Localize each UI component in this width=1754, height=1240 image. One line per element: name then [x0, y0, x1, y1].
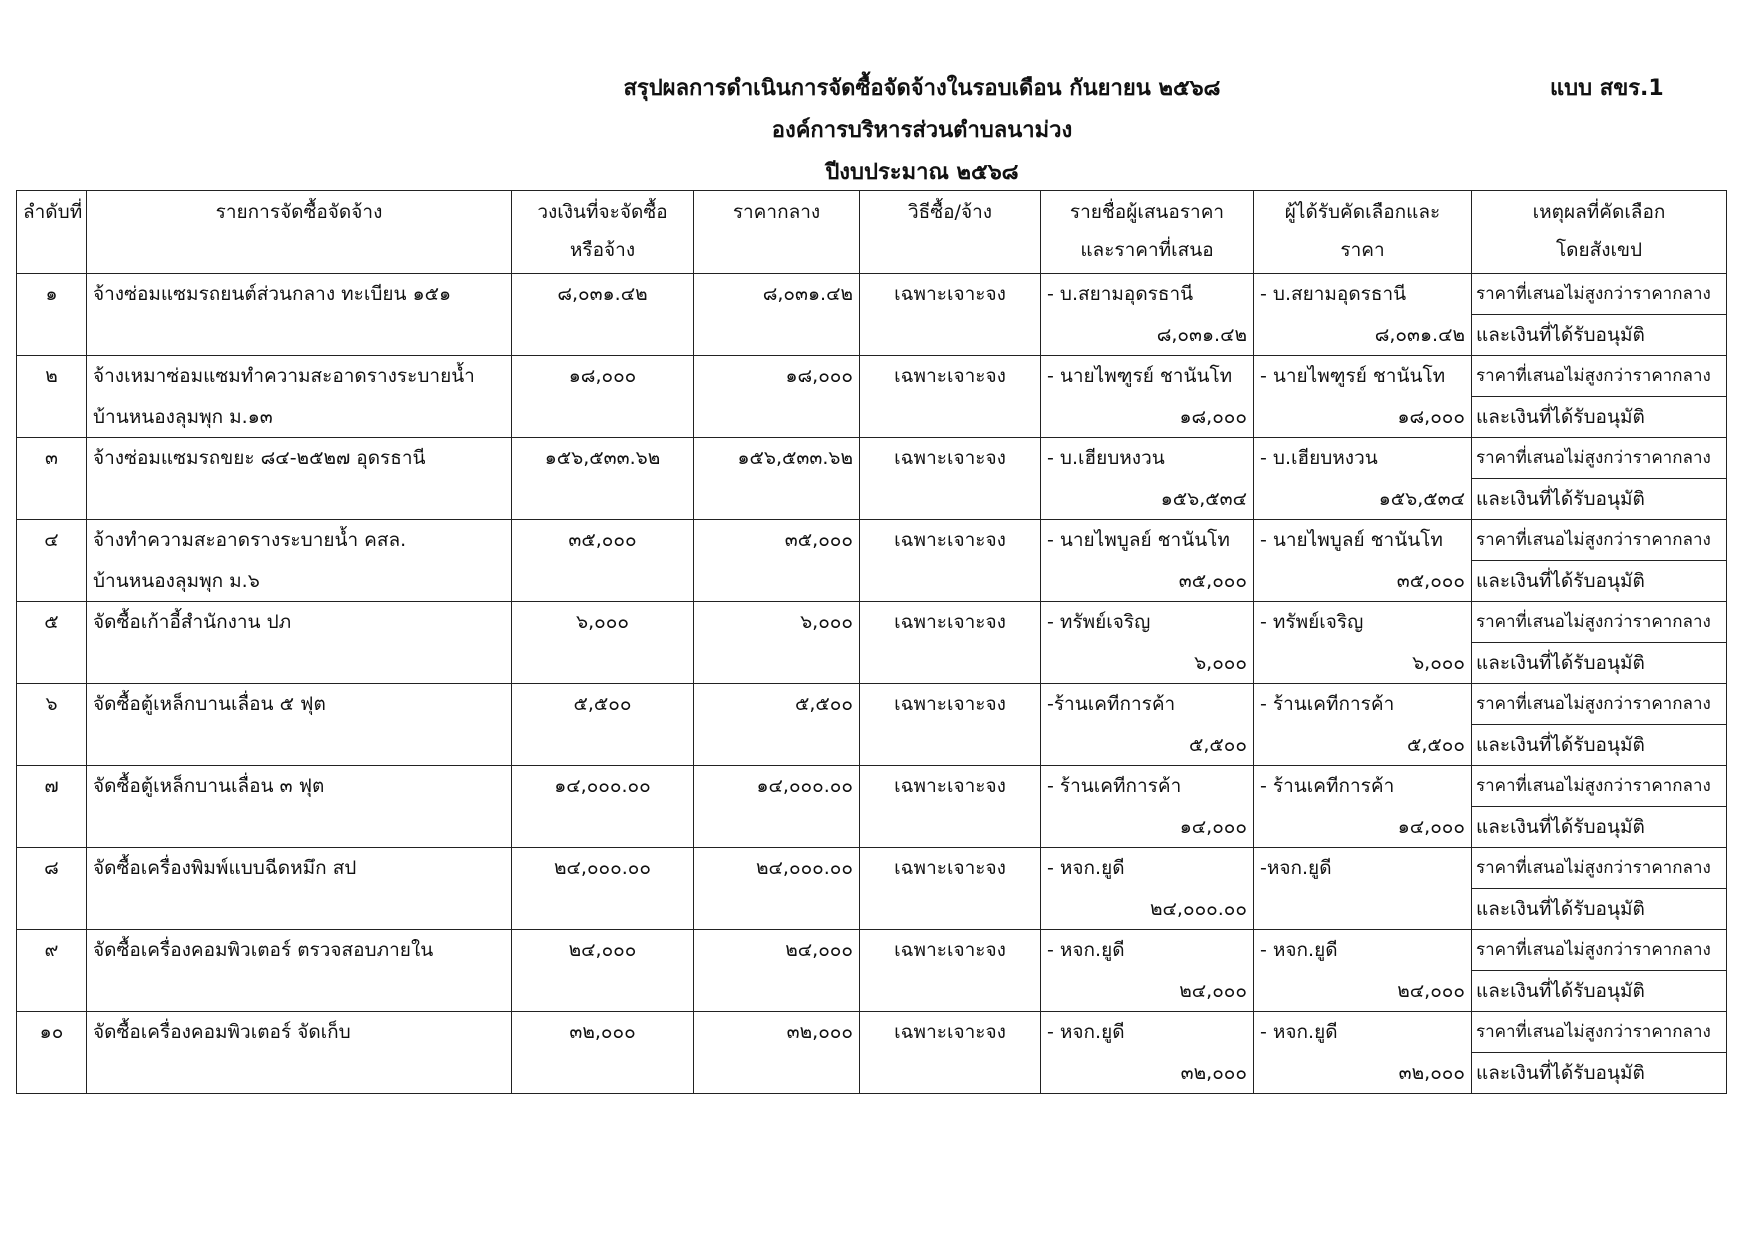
bidder-name: - หจก.ยูดี: [1041, 848, 1254, 889]
item-description: จัดซื้อเครื่องคอมพิวเตอร์ ตรวจสอบภายใน: [87, 930, 512, 971]
winner-name: -หจก.ยูดี: [1254, 848, 1472, 889]
row-number: ๖: [17, 684, 87, 725]
row-number-cont: [17, 643, 87, 684]
bid-price: ๘,๐๓๑.๔๒: [1041, 315, 1254, 356]
bidder-name: - หจก.ยูดี: [1041, 1012, 1254, 1053]
median-cont: [694, 1053, 860, 1094]
row-number-cont: [17, 561, 87, 602]
budget-cont: [512, 479, 694, 520]
budget-amount: ๘,๐๓๑.๔๒: [512, 274, 694, 315]
reason-line-2: และเงินที่ได้รับอนุมัติ: [1472, 725, 1727, 766]
row-number: ๙: [17, 930, 87, 971]
bidder-name: - ร้านเคทีการค้า: [1041, 766, 1254, 807]
winning-price: ๒๔,๐๐๐: [1254, 971, 1472, 1012]
budget-cont: [512, 643, 694, 684]
item-description-cont: [87, 1053, 512, 1094]
median-cont: [694, 971, 860, 1012]
median-cont: [694, 561, 860, 602]
header-budget: วงเงินที่จะจัดซื้อ หรือจ้าง: [512, 191, 694, 274]
reason-line-2: และเงินที่ได้รับอนุมัติ: [1472, 479, 1727, 520]
reason-line-1: ราคาที่เสนอไม่สูงกว่าราคากลาง: [1472, 602, 1727, 643]
winning-price: ๓๒,๐๐๐: [1254, 1053, 1472, 1094]
method-cont: [860, 971, 1041, 1012]
winner-name: - บ.สยามอุดรธานี: [1254, 274, 1472, 315]
budget-amount: ๒๔,๐๐๐: [512, 930, 694, 971]
method-cont: [860, 561, 1041, 602]
winning-price: ๕,๕๐๐: [1254, 725, 1472, 766]
row-number: ๔: [17, 520, 87, 561]
reason-line-1: ราคาที่เสนอไม่สูงกว่าราคากลาง: [1472, 1012, 1727, 1053]
bidder-name: - นายไพบูลย์ ชานันโท: [1041, 520, 1254, 561]
bid-price: ๖,๐๐๐: [1041, 643, 1254, 684]
procurement-method: เฉพาะเจาะจง: [860, 356, 1041, 397]
bidder-name: - ทรัพย์เจริญ: [1041, 602, 1254, 643]
row-number-cont: [17, 725, 87, 766]
procurement-method: เฉพาะเจาะจง: [860, 930, 1041, 971]
winning-price: ๓๕,๐๐๐: [1254, 561, 1472, 602]
table-row: [17, 356, 1727, 397]
table-row-continuation: [17, 643, 1727, 684]
budget-cont: [512, 397, 694, 438]
winner-name: - ร้านเคทีการค้า: [1254, 766, 1472, 807]
row-number-cont: [17, 971, 87, 1012]
procurement-method: เฉพาะเจาะจง: [860, 438, 1041, 479]
median-cont: [694, 315, 860, 356]
bid-price: ๑๘,๐๐๐: [1041, 397, 1254, 438]
median-price: ๘,๐๓๑.๔๒: [694, 274, 860, 315]
table-row: [17, 274, 1727, 315]
table-row-continuation: [17, 479, 1727, 520]
method-cont: [860, 315, 1041, 356]
header-median-price: ราคากลาง: [694, 191, 860, 274]
table-row-continuation: [17, 1053, 1727, 1094]
median-cont: [694, 725, 860, 766]
median-price: ๓๒,๐๐๐: [694, 1012, 860, 1053]
item-description: จัดซื้อเครื่องพิมพ์แบบฉีดหมึก สป: [87, 848, 512, 889]
form-code: แบบ สขร.1: [1550, 76, 1664, 101]
winner-name: - หจก.ยูดี: [1254, 930, 1472, 971]
winning-price: ๑๕๖,๕๓๔: [1254, 479, 1472, 520]
row-number: ๑: [17, 274, 87, 315]
budget-amount: ๒๔,๐๐๐.๐๐: [512, 848, 694, 889]
reason-line-1: ราคาที่เสนอไม่สูงกว่าราคากลาง: [1472, 684, 1727, 725]
row-number-cont: [17, 807, 87, 848]
bidder-name: - บ.สยามอุดรธานี: [1041, 274, 1254, 315]
reason-line-2: และเงินที่ได้รับอนุมัติ: [1472, 561, 1727, 602]
winning-price: [1254, 889, 1472, 930]
table-row: [17, 602, 1727, 643]
table-row: [17, 766, 1727, 807]
row-number: ๒: [17, 356, 87, 397]
header-item: รายการจัดซื้อจัดจ้าง: [87, 191, 512, 274]
procurement-method: เฉพาะเจาะจง: [860, 848, 1041, 889]
table-row: [17, 520, 1727, 561]
procurement-method: เฉพาะเจาะจง: [860, 274, 1041, 315]
procurement-table: [16, 190, 1727, 1094]
reason-line-2: และเงินที่ได้รับอนุมัติ: [1472, 807, 1727, 848]
winning-price: ๘,๐๓๑.๔๒: [1254, 315, 1472, 356]
bid-price: ๓๕,๐๐๐: [1041, 561, 1254, 602]
budget-amount: ๑๘,๐๐๐: [512, 356, 694, 397]
method-cont: [860, 889, 1041, 930]
item-description: จ้างทำความสะอาดรางระบายน้ำ คสล.: [87, 520, 512, 561]
table-row-continuation: [17, 397, 1727, 438]
median-price: ๓๕,๐๐๐: [694, 520, 860, 561]
winning-price: ๑๘,๐๐๐: [1254, 397, 1472, 438]
winning-price: ๖,๐๐๐: [1254, 643, 1472, 684]
bid-price: ๑๔,๐๐๐: [1041, 807, 1254, 848]
winning-price: ๑๔,๐๐๐: [1254, 807, 1472, 848]
median-price: ๒๔,๐๐๐: [694, 930, 860, 971]
row-number-cont: [17, 889, 87, 930]
row-number-cont: [17, 397, 87, 438]
table-row-continuation: [17, 889, 1727, 930]
reason-line-1: ราคาที่เสนอไม่สูงกว่าราคากลาง: [1472, 274, 1727, 315]
median-price: ๖,๐๐๐: [694, 602, 860, 643]
row-number: ๘: [17, 848, 87, 889]
bidder-name: - หจก.ยูดี: [1041, 930, 1254, 971]
reason-line-2: และเงินที่ได้รับอนุมัติ: [1472, 889, 1727, 930]
reason-line-2: และเงินที่ได้รับอนุมัติ: [1472, 1053, 1727, 1094]
table-row-continuation: [17, 561, 1727, 602]
item-description: จัดซื้อเครื่องคอมพิวเตอร์ จัดเก็บ: [87, 1012, 512, 1053]
median-price: ๒๔,๐๐๐.๐๐: [694, 848, 860, 889]
procurement-method: เฉพาะเจาะจง: [860, 602, 1041, 643]
item-description-cont: [87, 479, 512, 520]
item-description-cont: [87, 315, 512, 356]
bidder-name: - บ.เฮียบหงวน: [1041, 438, 1254, 479]
budget-amount: ๕,๕๐๐: [512, 684, 694, 725]
budget-cont: [512, 1053, 694, 1094]
reason-line-2: และเงินที่ได้รับอนุมัติ: [1472, 315, 1727, 356]
header-reason: เหตุผลที่คัดเลือก โดยสังเขป: [1472, 191, 1727, 274]
bid-price: ๓๒,๐๐๐: [1041, 1053, 1254, 1094]
table-row: [17, 848, 1727, 889]
median-price: ๕,๕๐๐: [694, 684, 860, 725]
procurement-method: เฉพาะเจาะจง: [860, 520, 1041, 561]
winner-name: - บ.เฮียบหงวน: [1254, 438, 1472, 479]
reason-line-2: และเงินที่ได้รับอนุมัติ: [1472, 643, 1727, 684]
reason-line-2: และเงินที่ได้รับอนุมัติ: [1472, 397, 1727, 438]
bid-price: ๒๔,๐๐๐: [1041, 971, 1254, 1012]
table-row: [17, 438, 1727, 479]
item-description: จัดซื้อตู้เหล็กบานเลื่อน ๓ ฟุต: [87, 766, 512, 807]
median-cont: [694, 397, 860, 438]
row-number: ๑๐: [17, 1012, 87, 1053]
method-cont: [860, 479, 1041, 520]
method-cont: [860, 725, 1041, 766]
row-number: ๕: [17, 602, 87, 643]
winner-name: - หจก.ยูดี: [1254, 1012, 1472, 1053]
median-price: ๑๘,๐๐๐: [694, 356, 860, 397]
item-description-cont: [87, 807, 512, 848]
budget-amount: ๖,๐๐๐: [512, 602, 694, 643]
table-row-continuation: [17, 725, 1727, 766]
item-description-cont: [87, 725, 512, 766]
row-number-cont: [17, 1053, 87, 1094]
row-number-cont: [17, 315, 87, 356]
budget-cont: [512, 315, 694, 356]
budget-cont: [512, 561, 694, 602]
table-row-continuation: [17, 807, 1727, 848]
reason-line-1: ราคาที่เสนอไม่สูงกว่าราคากลาง: [1472, 848, 1727, 889]
median-cont: [694, 643, 860, 684]
row-number-cont: [17, 479, 87, 520]
winner-name: - ร้านเคทีการค้า: [1254, 684, 1472, 725]
item-description: จ้างเหมาซ่อมแซมทำความสะอาดรางระบายน้ำ: [87, 356, 512, 397]
budget-amount: ๓๕,๐๐๐: [512, 520, 694, 561]
item-description-cont: บ้านหนองลุมพุก ม.๖: [87, 561, 512, 602]
item-description-cont: [87, 643, 512, 684]
table-row: [17, 1012, 1727, 1053]
header-method: วิธีซื้อ/จ้าง: [860, 191, 1041, 274]
organization-name: องค์การบริหารส่วนตำบลนาม่วง: [771, 118, 1073, 143]
bid-price: ๒๔,๐๐๐.๐๐: [1041, 889, 1254, 930]
table-row-continuation: [17, 971, 1727, 1012]
budget-cont: [512, 889, 694, 930]
item-description: จัดซื้อเก้าอี้สำนักงาน ปภ: [87, 602, 512, 643]
header-selected: ผู้ได้รับคัดเลือกและ ราคา: [1254, 191, 1472, 274]
row-number: ๗: [17, 766, 87, 807]
procurement-method: เฉพาะเจาะจง: [860, 1012, 1041, 1053]
winner-name: - นายไพบูลย์ ชานันโท: [1254, 520, 1472, 561]
median-cont: [694, 889, 860, 930]
method-cont: [860, 397, 1041, 438]
median-price: ๑๔,๐๐๐.๐๐: [694, 766, 860, 807]
winner-name: - นายไพฑูรย์ ชานันโท: [1254, 356, 1472, 397]
procurement-method: เฉพาะเจาะจง: [860, 684, 1041, 725]
bid-price: ๑๕๖,๕๓๔: [1041, 479, 1254, 520]
table-row: [17, 684, 1727, 725]
budget-cont: [512, 971, 694, 1012]
item-description-cont: บ้านหนองลุมพุก ม.๑๓: [87, 397, 512, 438]
item-description-cont: [87, 971, 512, 1012]
reason-line-1: ราคาที่เสนอไม่สูงกว่าราคากลาง: [1472, 438, 1727, 479]
bidder-name: - นายไพฑูรย์ ชานันโท: [1041, 356, 1254, 397]
reason-line-1: ราคาที่เสนอไม่สูงกว่าราคากลาง: [1472, 520, 1727, 561]
median-cont: [694, 479, 860, 520]
winner-name: - ทรัพย์เจริญ: [1254, 602, 1472, 643]
table-header-row: [17, 191, 1727, 274]
table-row: [17, 930, 1727, 971]
median-cont: [694, 807, 860, 848]
budget-amount: ๑๕๖,๕๓๓.๖๒: [512, 438, 694, 479]
item-description: จัดซื้อตู้เหล็กบานเลื่อน ๕ ฟุต: [87, 684, 512, 725]
row-number: ๓: [17, 438, 87, 479]
budget-cont: [512, 725, 694, 766]
budget-amount: ๑๔,๐๐๐.๐๐: [512, 766, 694, 807]
procurement-method: เฉพาะเจาะจง: [860, 766, 1041, 807]
bidder-name: -ร้านเคทีการค้า: [1041, 684, 1254, 725]
bid-price: ๕,๕๐๐: [1041, 725, 1254, 766]
budget-amount: ๓๒,๐๐๐: [512, 1012, 694, 1053]
table-row-continuation: [17, 315, 1727, 356]
item-description-cont: [87, 889, 512, 930]
reason-line-1: ราคาที่เสนอไม่สูงกว่าราคากลาง: [1472, 930, 1727, 971]
item-description: จ้างซ่อมแซมรถขยะ ๘๔-๒๕๒๗ อุดรธานี: [87, 438, 512, 479]
reason-line-1: ราคาที่เสนอไม่สูงกว่าราคากลาง: [1472, 766, 1727, 807]
header-no: ลำดับที่: [17, 191, 87, 274]
method-cont: [860, 807, 1041, 848]
reason-line-1: ราคาที่เสนอไม่สูงกว่าราคากลาง: [1472, 356, 1727, 397]
method-cont: [860, 1053, 1041, 1094]
method-cont: [860, 643, 1041, 684]
report-title: สรุปผลการดำเนินการจัดซื้อจัดจ้างในรอบเดือน กันยายน ๒๕๖๘: [623, 76, 1221, 101]
fiscal-year: ปีงบประมาณ ๒๕๖๘: [825, 160, 1019, 185]
median-price: ๑๕๖,๕๓๓.๖๒: [694, 438, 860, 479]
budget-cont: [512, 807, 694, 848]
reason-line-2: และเงินที่ได้รับอนุมัติ: [1472, 971, 1727, 1012]
item-description: จ้างซ่อมแซมรถยนต์ส่วนกลาง ทะเบียน ๑๕๑: [87, 274, 512, 315]
header-bidders: รายชื่อผู้เสนอราคา และราคาที่เสนอ: [1041, 191, 1254, 274]
